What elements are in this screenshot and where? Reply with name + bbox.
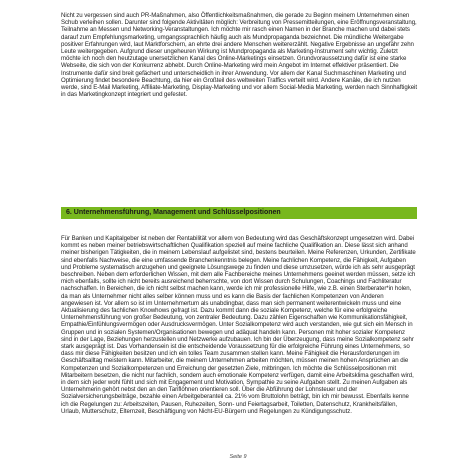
section-heading: 6. Unternehmensführung, Management und Schlüsselpositionen (66, 209, 281, 216)
page-number: Seite 9 (229, 454, 247, 460)
body-paragraph-management: Für Banken und Kapitalgeber ist neben der Rentabilität vor allem von Bedeutung wird das Geschäftskonzept umgesetzen wird. Dabei kommt es neben meiner betriebswirtschaftlichen Qualifikation speziell auf meine fachliche Qualifikation an. Diese lässt sich anhand meiner bisherigen Tätigkeiten, die in meinem Lebenslauf aufgelistet sind, bestens beurteilen. Meine Referenzen, Urkunden, Zertifikate sind ebenfalls Nachweise, die eine umfassende Branchenkenntnis belegen. Meine fachlichen Kompetenz, die Fähigkeit, Aufgaben und Probleme systematisch anzugehen und geeignete Lösungswege zu finden und diese umzusetzen, würde ich als sehr ausgeprägt beschreiben. Neben dem erforderlichen Wissen, mit dem alle Fachbereiche meines Unternehmens geeinet werden müssen, setze ich mich ebenfalls, sollte ich nicht bereits ausreichend beherrschte, von dort Wissen durch Schulungen, Coachings und Fachliteratur nachschaffen. In Bereichen, die ich nicht selbst machen kann, werde ich mir professionelle Hilfe, wie z.B. einen Sterberater*in holen, da man als Unternehmer nicht alles selber können muss und es kann die Basis der fachlichen Kompetenzen von Anderen angewiesen ist. Vor allem so ist im Unternehmertum als unabdingbar, dass man sich permanent weiterentwickeln muss und eine Aktualisierung des fachlichen Knowhows gefragt ist. Dazu kommt dann die soziale Kompetenz, welche für eine erfolgreiche Unternehmensführung von großer Bedeutung, von zentraler Bedeutung. Dazu zählen Eigenschaften wie Kommunikationsfähigkeit, Empathie/Einfühlungsvermögen oder Ausdrucksvermögen. Unter Sozialkompetenz wird auch verstanden, wie gut sich ein Mensch in Gruppen und in sozialen Systemen/Organisationen bewegen und adäquat handeln kann. Personen mit hoher sozialer Kompetenz sind in der Lage, Beziehungen herzustellen und Netzwerke aufzubauen. Ich bin der Überzeugung, dass meine Sozialkompetenz sehr stark ausgeprägt ist. Das Vorhandensein ist die entscheidende Voraussetzung für die erfolgreiche Führung eines Unternehmens, so dass mir diese Fähigkeiten besitzen und ich ein tolles Team zusammen stellen kann. Meine Fähigkeit die Herausforderungen im Geschäftsalltag meistern kann. Mitarbeiter, die meinem Unternehmen arbeiten möchten, müssen meinen hohen Ansprüchen an die Kompetenzen und Sozialkompetenzen und Erreichung der gesetzten Ziele, mitbringen. Ich möchte die Schlüsselpositionen mit Mitarbeitern besetzen, die nicht nur fachlich, sondern auch emotionale Kompetenz verfügen, damit eine Arbeitsklima geschaffen wird, in dem sich jeder wohl fühlt und sich mit Engagement und Motivation, Sympathie zu seine Aufgaben stellt. Zu meinen Aufgaben als Unternehmerin gehört nebst den an den Tariflöhnen orientieren soll. Über die Abführung der Lohnsteuer und der Sozialversicherungsbeiträge, bezahle einen Arbeitgeberanteil ca. 21% vom Bruttolohn beträgt, bin ich mir bewusst. Ebenfalls kenne ich die Regelungen zu: Arbeitszeiten, Pausen, Ruhezeiten, Sonn- und Feiertagsarbeit, Toiletten, Datenschutz, Krankheitsfällen, Urlaub, Mutterschutz, Elternzeit, Beschäftigung von Nicht-EU-Bürgern und Regelungen zu Kündigungsschutz. (61, 235, 416, 415)
body-paragraph-marketing: Nicht zu vergessen sind auch PR-Maßnahmen, also Öffentlichkeitsmaßnahmen, die gerade zu Beginn meinem Unternehmen einen Schub verleihen sollen. Darunter sind folgende Aktivitäten möglich: Verbreitung von Pressemitteilungen, eine Eröffnungsveranstaltung, Teilnahme an Messen und Networking-Veranstaltungen. Ich möchte mir rasch einen Namen in der Branche machen und dabei stets darauf zum Empfehlungsmarketing, umgangssprachlich häufig auch als Mundpropaganda bezeichnet. Die mündliche Weitergabe positiver Erfahrungen wird, laut Marktforschern, an ehrte drei andere Menschen weitererzählt. Negative Ergebnisse an ungefähr zehn Leute weitergegeben. Aufgrund dieser ungeheuren Wirkung ist Mundpropaganda als Marketing-Instrument sehr wichtig. Zuletzt möchte ich noch den heutzutage unersetzlichen Kanal des Online-Marketings einsetzen. Grundvoraussetzung dafür ist eine starke Webseite, die sich von der Konkurrenz abhebt. Durch Online-Marketing wird mein Angebot im Internet effektiver präsentiert. Die Instrumente dafür sind breit gefächert und unterscheidlich in ihrer Anwendung. Vor allem der Kanal Suchmaschinen Marketing und Optimierung findet besondere Beachtung, da hier ein Großteil des weltweiten Traffics verteilt wird. Andere Kanäle, die ich nutzen werde, sind E-Mail Marketing, Affiliate-Marketing, Display-Marketing und vor allem Social-Media Marketing, werden nach Sinnhaftigkeit in das Marketingkonzept integriert und gefestet. (61, 12, 417, 99)
section-heading-bar (61, 207, 417, 219)
document-page (37, 0, 439, 474)
